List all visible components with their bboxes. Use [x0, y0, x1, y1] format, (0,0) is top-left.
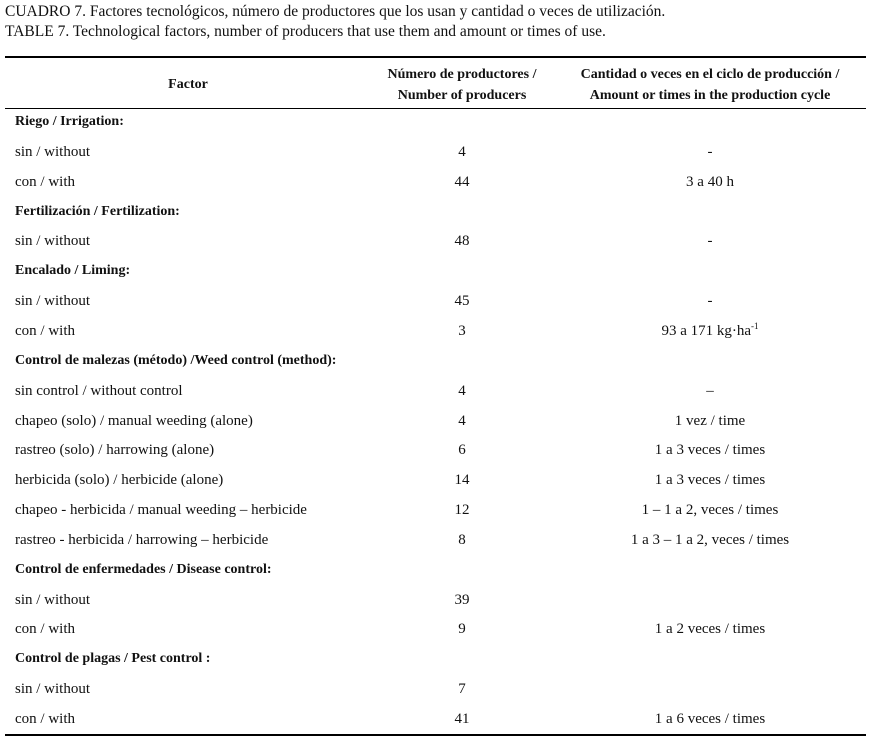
amount-cell: [560, 529, 860, 551]
factor-cell: sin / without: [15, 293, 91, 309]
producers-cell: 44: [454, 174, 470, 190]
factor-cell: con / with: [15, 711, 75, 727]
header-number-of-producers: [362, 64, 562, 106]
table-bottom-rule: [5, 734, 866, 736]
amount-text: 93 a 171 kg·ha: [661, 323, 752, 339]
factor-cell: sin / without: [15, 681, 91, 697]
producers-cell: 12: [454, 502, 470, 518]
amount-cell: [560, 320, 860, 342]
factor-cell: rastreo (solo) / harrowing (alone): [15, 442, 215, 458]
table-row: [0, 230, 874, 252]
amount-cell: [560, 439, 860, 461]
producers-cell: 4: [458, 144, 466, 160]
table-group-row: [0, 201, 874, 223]
factor-cell: chapeo - herbicida / manual weeding – herbicide: [15, 502, 307, 518]
caption-spanish: CUADRO 7. Factores tecnológicos, número de productores que los usan y cantidad o veces de utilización.: [5, 3, 666, 20]
amount-text: 1 a 3 veces / times: [654, 472, 766, 488]
amount-text: 1 vez / time: [674, 413, 746, 429]
amount-text: 1 a 3 veces / times: [654, 442, 766, 458]
producers-cell: 4: [458, 413, 466, 429]
table-row: [0, 320, 874, 342]
factor-cell: sin / without: [15, 592, 91, 608]
table-row: [0, 141, 874, 163]
table-row: [0, 410, 874, 432]
factor-cell: sin / without: [15, 233, 91, 249]
producers-cell: 3: [458, 323, 466, 339]
amount-text: –: [706, 383, 714, 399]
table-row: [0, 589, 874, 611]
producers-cell: 7: [458, 681, 466, 697]
amount-cell: [560, 708, 860, 730]
table-caption: [5, 2, 665, 42]
producers-cell: 9: [458, 621, 466, 637]
table-row: [0, 529, 874, 551]
table-row: [0, 708, 874, 730]
group-label: Encalado / Liming:: [15, 263, 131, 278]
table-group-row: [0, 559, 874, 581]
table-row: [0, 439, 874, 461]
table-top-rule: [5, 56, 866, 58]
factor-cell: herbicida (solo) / herbicide (alone): [15, 472, 224, 488]
factor-cell: rastreo - herbicida / harrowing – herbicide: [15, 532, 269, 548]
producers-cell: 14: [454, 472, 470, 488]
table-row: [0, 290, 874, 312]
header-amount-en: Amount or times in the production cycle: [589, 88, 831, 103]
factor-cell: con / with: [15, 174, 75, 190]
amount-text: 1 a 3 – 1 a 2, veces / times: [630, 532, 790, 548]
table-row: [0, 380, 874, 402]
table-group-row: [0, 350, 874, 372]
group-label: Control de plagas / Pest control :: [15, 651, 211, 666]
header-number-en: Number of producers: [397, 88, 527, 103]
amount-text: -: [707, 144, 713, 160]
table-row: [0, 618, 874, 640]
amount-text: 1 – 1 a 2, veces / times: [641, 502, 779, 518]
producers-cell: 48: [454, 233, 470, 249]
factor-cell: sin control / without control: [15, 383, 183, 399]
amount-cell: [560, 618, 860, 640]
caption-english: TABLE 7. Technological factors, number of producers that use them and amount or times of use.: [5, 23, 606, 40]
amount-cell: [560, 469, 860, 491]
group-label: Control de enfermedades / Disease control:: [15, 562, 272, 577]
amount-cell: [560, 230, 860, 252]
amount-cell: [560, 499, 860, 521]
header-number-es: Número de productores /: [387, 67, 537, 82]
amount-text: 1 a 6 veces / times: [654, 711, 766, 727]
factor-cell: sin / without: [15, 144, 91, 160]
amount-cell: [560, 410, 860, 432]
amount-cell: [560, 171, 860, 193]
header-amount-es: Cantidad o veces en el ciclo de producción /: [580, 67, 840, 82]
amount-text: 1 a 2 veces / times: [654, 621, 766, 637]
amount-text: -: [707, 293, 713, 309]
factor-cell: con / with: [15, 323, 75, 339]
group-label: Riego / Irrigation:: [15, 114, 124, 129]
group-label: Fertilización / Fertilization:: [15, 204, 180, 219]
factor-cell: chapeo (solo) / manual weeding (alone): [15, 413, 253, 429]
producers-cell: 6: [458, 442, 466, 458]
table-group-row: [0, 260, 874, 282]
header-rule: [5, 108, 866, 109]
producers-cell: 8: [458, 532, 466, 548]
producers-cell: 39: [454, 592, 470, 608]
factor-cell: con / with: [15, 621, 75, 637]
table-row: [0, 678, 874, 700]
amount-cell: [560, 380, 860, 402]
producers-cell: 45: [454, 293, 470, 309]
table-row: [0, 499, 874, 521]
group-label: Control de malezas (método) /Weed control (method):: [15, 353, 337, 368]
table-row: [0, 171, 874, 193]
amount-unit-exponent: -1: [751, 321, 759, 331]
amount-cell: [560, 290, 860, 312]
producers-cell: 4: [458, 383, 466, 399]
table-group-row: [0, 648, 874, 670]
table-group-row: [0, 111, 874, 133]
amount-text: -: [707, 233, 713, 249]
header-amount: [560, 64, 860, 106]
table-row: [0, 469, 874, 491]
header-factor: Factor: [168, 77, 208, 92]
amount-text: 3 a 40 h: [686, 174, 734, 190]
amount-cell: [560, 141, 860, 163]
producers-cell: 41: [454, 711, 470, 727]
